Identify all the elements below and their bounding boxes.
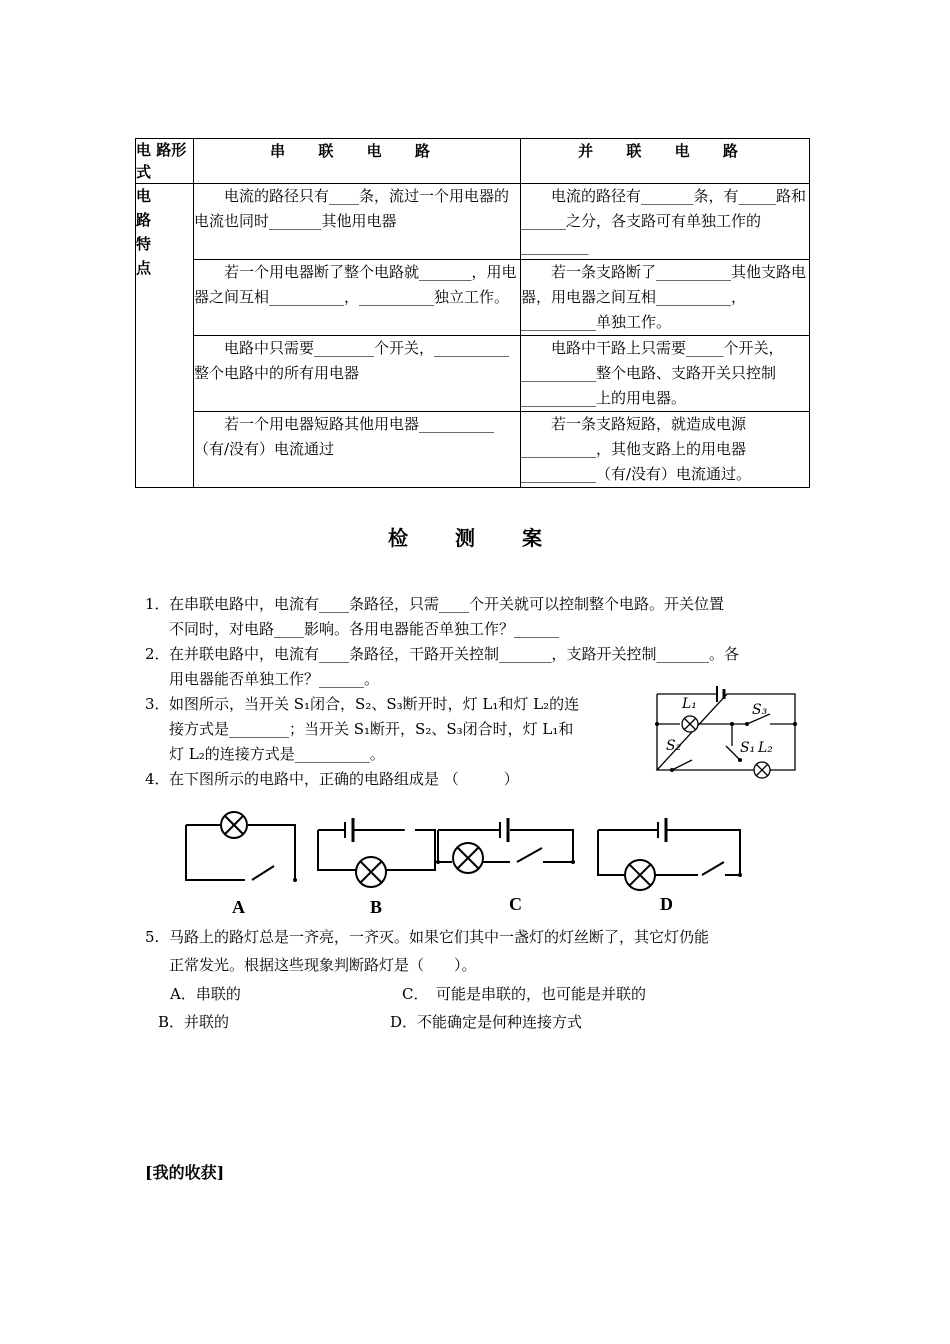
q3-circuit-diagram (652, 680, 802, 780)
label-s1: S₁ (740, 740, 756, 756)
header-circuit-form: 电 路形式 (136, 139, 194, 184)
table-row (136, 336, 810, 412)
question-4: 4． 在下图所示的电路中，正确的电路组成是 （ ） (145, 770, 519, 788)
section-title: 检 测 案 (388, 526, 562, 550)
option-b: B．并联的 (158, 1013, 230, 1031)
label-s2: S₂ (666, 738, 682, 754)
option-a: A．串联的 (170, 985, 241, 1003)
option-label-d: D (660, 894, 673, 914)
question-2: 2． 在并联电路中，电流有____条路径，干路开关控制_______，支路开关控制_______。各 用电器能否单独工作？______。 (145, 645, 740, 688)
option-label-a: A (232, 897, 245, 917)
series-cell: 若一个用电器断了整个电路就_______，用电器之间互相__________，__________独立工作。 (194, 260, 521, 336)
header-series: 串 联 电 路 (194, 139, 521, 184)
parallel-cell: 若一条支路断了__________其他支路电器，用电器之间互相__________，__________单独工作。 (521, 260, 810, 336)
table-row (136, 260, 810, 336)
table-row (136, 184, 810, 260)
harvest-heading: [我的收获] (145, 1163, 225, 1182)
header-parallel: 并 联 电 路 (521, 139, 810, 184)
parallel-cell: 电路中干路上只需要_____个开关，__________整个电路、支路开关只控制__________上的用电器。 (521, 336, 810, 412)
label-l2: L₂ (758, 740, 773, 756)
table-header-row (136, 139, 810, 184)
comparison-table (135, 138, 810, 488)
label-l1: L₁ (682, 696, 697, 712)
table-row (136, 412, 810, 488)
series-cell: 若一个用电器短路其他用电器__________（有/没有）电流通过 (194, 412, 521, 488)
parallel-cell: 电流的路径有_______条，有_____路和______之分，各支路可有单独工作的_________ (521, 184, 810, 260)
q4-circuit-options (180, 800, 760, 920)
series-cell: 电流的路径只有____条，流过一个用电器的电流也同时_______其他用电器 (194, 184, 521, 260)
series-cell: 电路中只需要________个开关，__________整个电路中的所有用电器 (194, 336, 521, 412)
question-5: 5. 马路上的路灯总是一齐亮，一齐灭。如果它们其中一盏灯的灯丝断了，其它灯仍能 正常发光。根据这些现象判断路灯是（ ）。 (145, 928, 710, 974)
label-s3: S₃ (752, 702, 768, 718)
question-3: 3． 如图所示，当开关 S₁闭合，S₂、S₃断开时，灯 L₁和灯 L₂的连 接方式是________；当开关 S₁断开，S₂、S₃闭合时，灯 L₁和 灯 L₂的连接方式是__________。 (145, 695, 580, 763)
option-c: C． 可能是串联的，也可能是并联的 (402, 985, 646, 1003)
question-1: 1． 在串联电路中，电流有____条路径，只需____个开关就可以控制整个电路。开关位置 不同时，对电路____影响。各用电器能否单独工作？______ (145, 595, 725, 638)
option-d: D．不能确定是何种连接方式 (390, 1013, 583, 1031)
option-label-b: B (370, 897, 383, 917)
side-label: 电路特点 (136, 184, 194, 488)
parallel-cell: 若一条支路短路，就造成电源__________，其他支路上的用电器__________（有/没有）电流通过。 (521, 412, 810, 488)
option-label-c: C (509, 894, 522, 914)
